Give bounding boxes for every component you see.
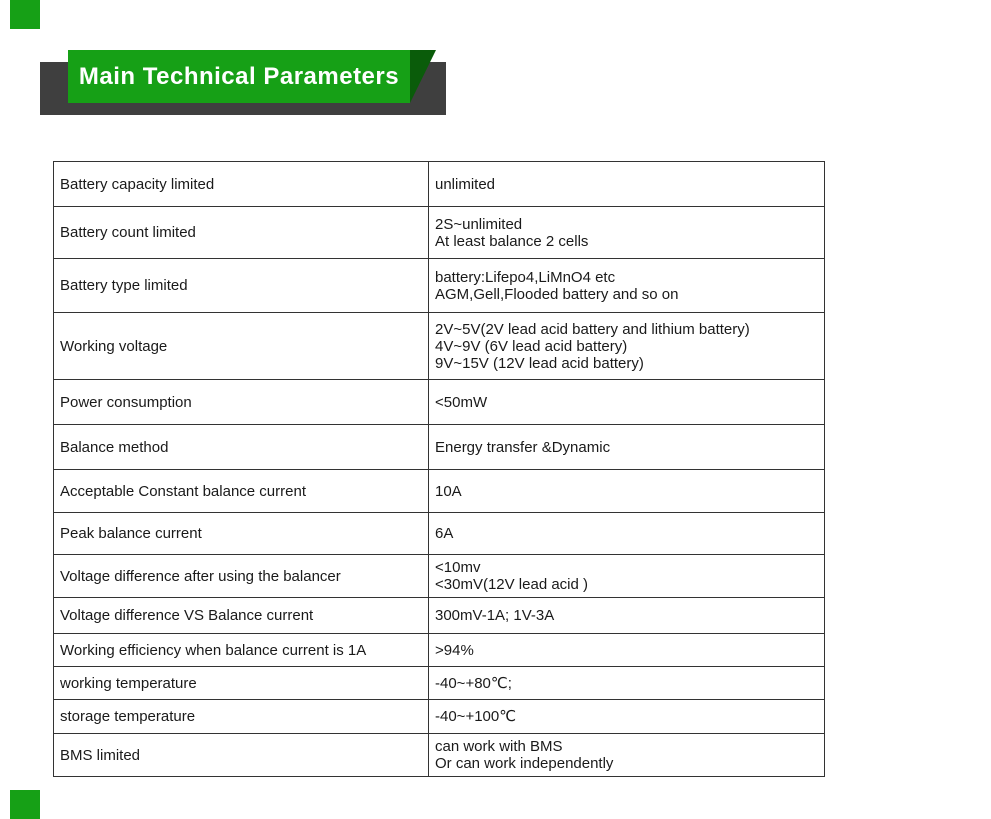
- table-row: [54, 734, 825, 777]
- table-row: [54, 425, 825, 470]
- value-line: <10mv: [435, 559, 481, 576]
- value-line: 2V~5V(2V lead acid battery and lithium battery): [435, 320, 750, 338]
- parameter-label: Battery capacity limited: [54, 162, 429, 207]
- parameter-label: Voltage difference after using the balancer: [54, 555, 429, 598]
- title-banner: [68, 50, 410, 103]
- parameter-value: [429, 734, 825, 777]
- value-line: unlimited: [435, 175, 496, 193]
- parameter-value: [429, 634, 825, 667]
- value-line: 6A: [435, 525, 454, 542]
- value-line: 300mV-1A; 1V-3A: [435, 607, 555, 624]
- table-row: [54, 162, 825, 207]
- parameter-value: [429, 667, 825, 700]
- parameter-label: storage temperature: [54, 700, 429, 734]
- value-line: 4V~9V (6V lead acid battery): [435, 337, 628, 355]
- value-line: 10A: [435, 482, 462, 500]
- table-row: [54, 634, 825, 667]
- parameter-label: Working voltage: [54, 313, 429, 380]
- parameter-value: [429, 207, 825, 259]
- parameter-value: [429, 700, 825, 734]
- top-left-accent: [10, 0, 40, 29]
- parameter-label: Acceptable Constant balance current: [54, 470, 429, 513]
- value-line: -40~+80℃;: [435, 674, 512, 692]
- parameter-value: [429, 162, 825, 207]
- table-row: [54, 207, 825, 259]
- parameter-label: Peak balance current: [54, 513, 429, 555]
- parameters-table: [53, 161, 825, 777]
- parameter-label: Working efficiency when balance current is 1A: [54, 634, 429, 667]
- table-row: [54, 380, 825, 425]
- table-row: [54, 555, 825, 598]
- parameter-value: [429, 313, 825, 380]
- parameter-value: [429, 380, 825, 425]
- parameter-value: [429, 425, 825, 470]
- value-line: <30mV(12V lead acid ): [435, 576, 589, 593]
- value-line: AGM,Gell,Flooded battery and so on: [435, 285, 679, 303]
- parameter-label: Battery count limited: [54, 207, 429, 259]
- value-line: >94%: [435, 641, 474, 659]
- value-line: -40~+100℃: [435, 708, 517, 725]
- parameter-value: [429, 598, 825, 634]
- table-row: [54, 598, 825, 634]
- table-row: [54, 700, 825, 734]
- value-line: battery:Lifepo4,LiMnO4 etc: [435, 268, 616, 286]
- table-row: [54, 513, 825, 555]
- table-row: [54, 470, 825, 513]
- table-row: [54, 259, 825, 313]
- parameter-label: Voltage difference VS Balance current: [54, 598, 429, 634]
- table-row: [54, 313, 825, 380]
- parameter-label: Power consumption: [54, 380, 429, 425]
- value-line: <50mW: [435, 393, 488, 411]
- value-line: 9V~15V (12V lead acid battery): [435, 354, 644, 372]
- parameter-value: [429, 259, 825, 313]
- value-line: Or can work independently: [435, 755, 614, 772]
- value-line: can work with BMS: [435, 738, 563, 755]
- parameter-label: Battery type limited: [54, 259, 429, 313]
- page-title: Main Technical Parameters: [78, 62, 400, 90]
- value-line: Energy transfer &Dynamic: [435, 438, 611, 456]
- value-line: 2S~unlimited: [435, 215, 523, 233]
- bottom-left-accent: [10, 790, 40, 819]
- value-line: At least balance 2 cells: [435, 232, 589, 250]
- parameter-value: [429, 470, 825, 513]
- parameter-value: [429, 513, 825, 555]
- parameter-label: BMS limited: [54, 734, 429, 777]
- parameter-value: [429, 555, 825, 598]
- parameter-label: working temperature: [54, 667, 429, 700]
- parameter-label: Balance method: [54, 425, 429, 470]
- table-row: [54, 667, 825, 700]
